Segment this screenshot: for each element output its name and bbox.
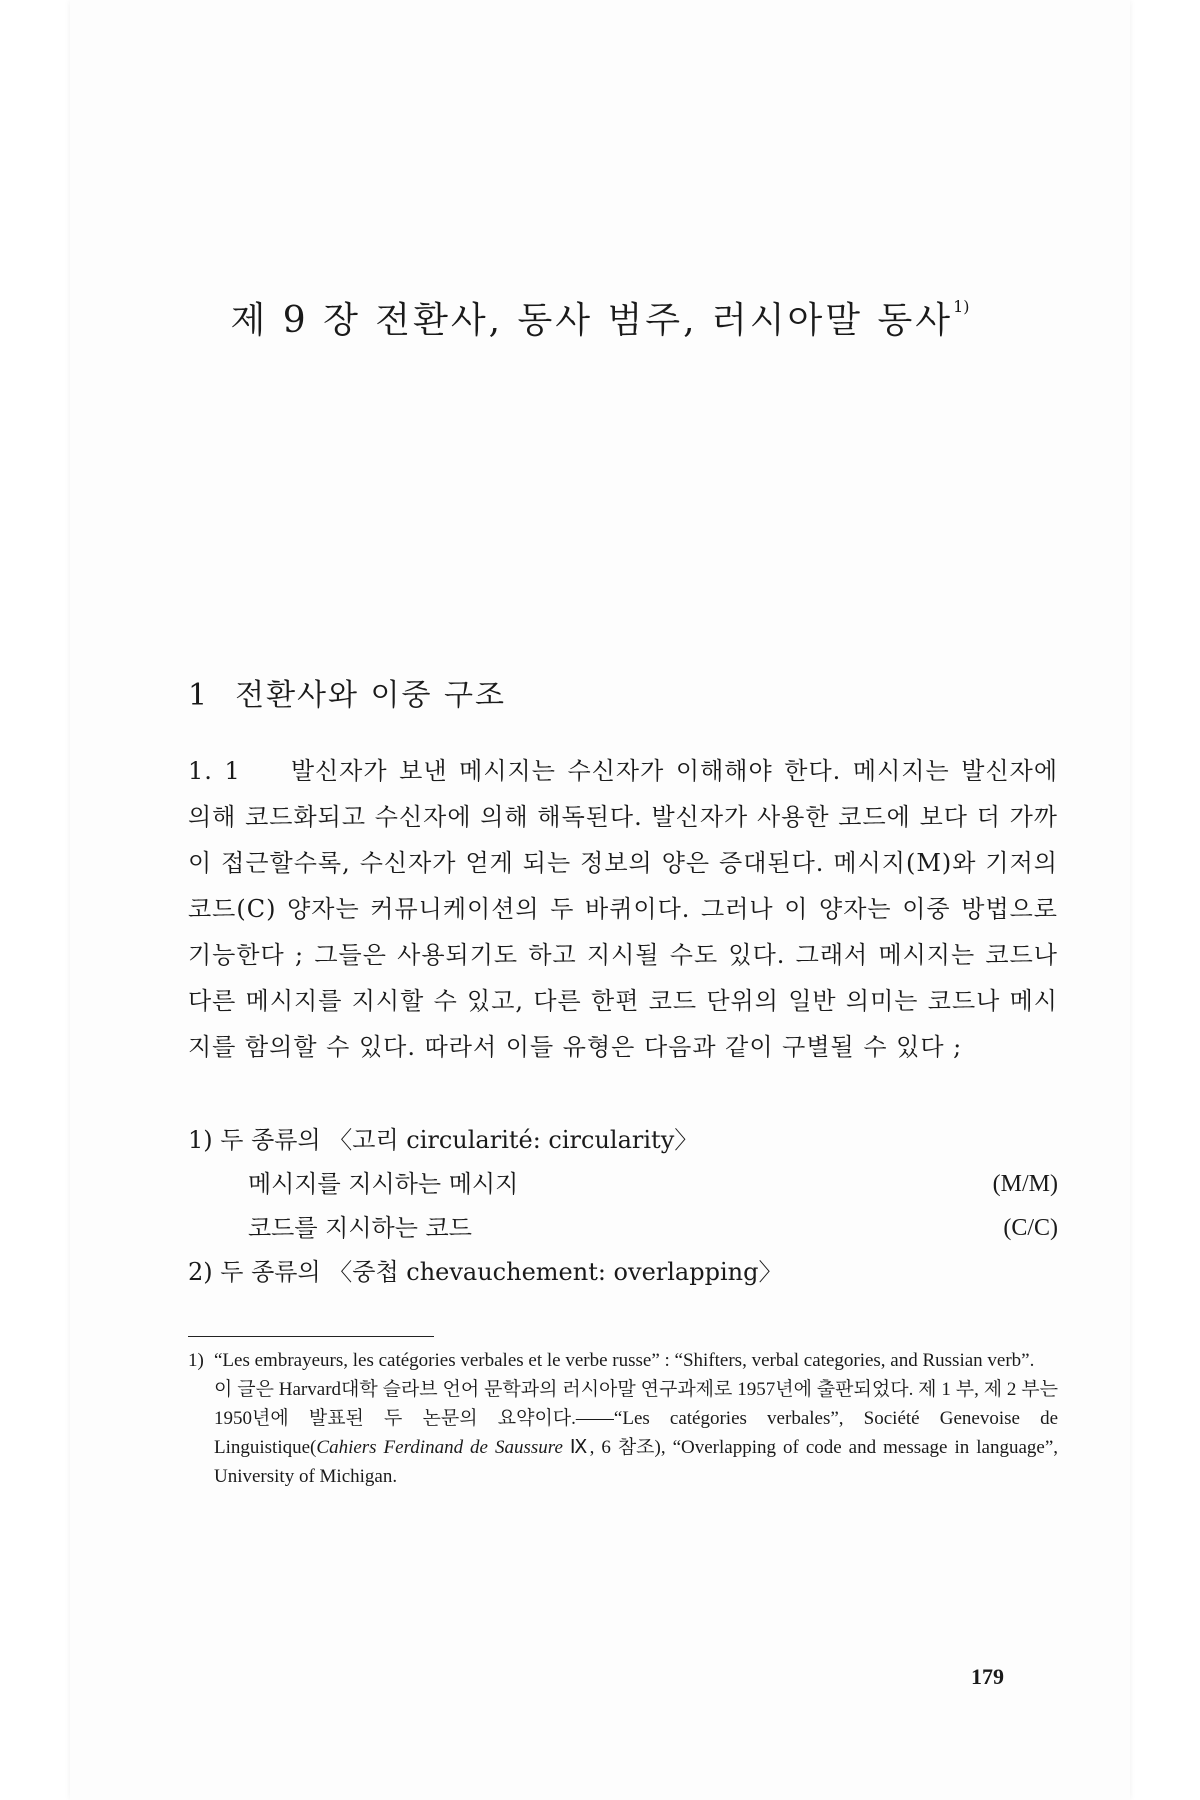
paragraph-text: 발신자가 보낸 메시지는 수신자가 이해해야 한다. 메시지는 발신자에 의해 코드화되고 수신자에 의해 해독된다. 발신자가 사용한 코드에 보다 더 가까이 접근할수록, 수신자가 얻게 되는 정보의 양은 증대된다. 메시지(M)와 기저의 코드(C) 양자는 커뮤니케이션의 두 바퀴이다. 그러나 이 양자는 이중 방법으로 기능한다 ; 그들은 사용되기도 하고 지시될 수도 있다. 그래서 메시지는 코드나 다른 메시지를 지시할 수 있고, 다른 한편 코드 단위의 일반 의미는 코드나 메시지를 함의할 수 있다. 따라서 이들 유형은 다음과 같이 구별될 수 있다 ; [188,757,1059,1061]
footnote-italic-title: Cahiers Ferdinand de Saussure [316,1437,563,1458]
section-heading [188,670,506,714]
list-item-circularity: 1) 두 종류의 〈고리 circularité: circularity〉 [188,1126,699,1154]
footnote-body [214,1346,1058,1491]
footnote-number: 1) [188,1350,204,1371]
paragraph-number: 1. 1 [188,757,241,785]
page-number: 179 [971,1664,1004,1689]
section-title: 전환사와 이중 구조 [235,678,507,713]
document-page [70,0,1130,1800]
list-subitem-abbr: (C/C) [1003,1215,1058,1241]
chapter-title-text: 제 9 장 전환사, 동사 범주, 러시아말 동사 [230,300,954,341]
chapter-footnote-ref[interactable]: 1) [953,297,970,316]
body-paragraph [188,748,1058,1070]
list-subitem-text: 코드를 지시하는 코드 [248,1214,472,1242]
list-subitem-mm [188,1162,1058,1206]
section-number: 1 [188,678,210,713]
footnote [188,1346,1058,1491]
list-item-overlapping: 2) 두 종류의 〈중첩 chevauchement: overlapping〉 [188,1258,783,1286]
footnote-divider [188,1336,434,1337]
chapter-title [70,292,1130,343]
footnote-text: Ⅸ, 6 참조), “Overlapping of code and message in language”, University of Michigan. [214,1437,1059,1487]
type-list [188,1118,1058,1294]
list-subitem-text: 메시지를 지시하는 메시지 [248,1170,519,1198]
list-subitem-abbr: (M/M) [992,1171,1058,1197]
list-subitem-cc [188,1206,1058,1250]
footnote-text: “Les embrayeurs, les catégories verbales et le verbe russe” : “Shifters, verbal categories, and Russian verb”. [214,1350,1035,1371]
footnote-text: 이 글은 Harvard대학 슬라브 언어 문학과의 러시아말 연구과제로 1957년에 출판되었다. 제 1 부, 제 2 부는 1950년에 발표된 두 논문의 요약이다.——“Les catégories verbales”, Société Genevoise de Linguistique( [214,1379,1058,1458]
